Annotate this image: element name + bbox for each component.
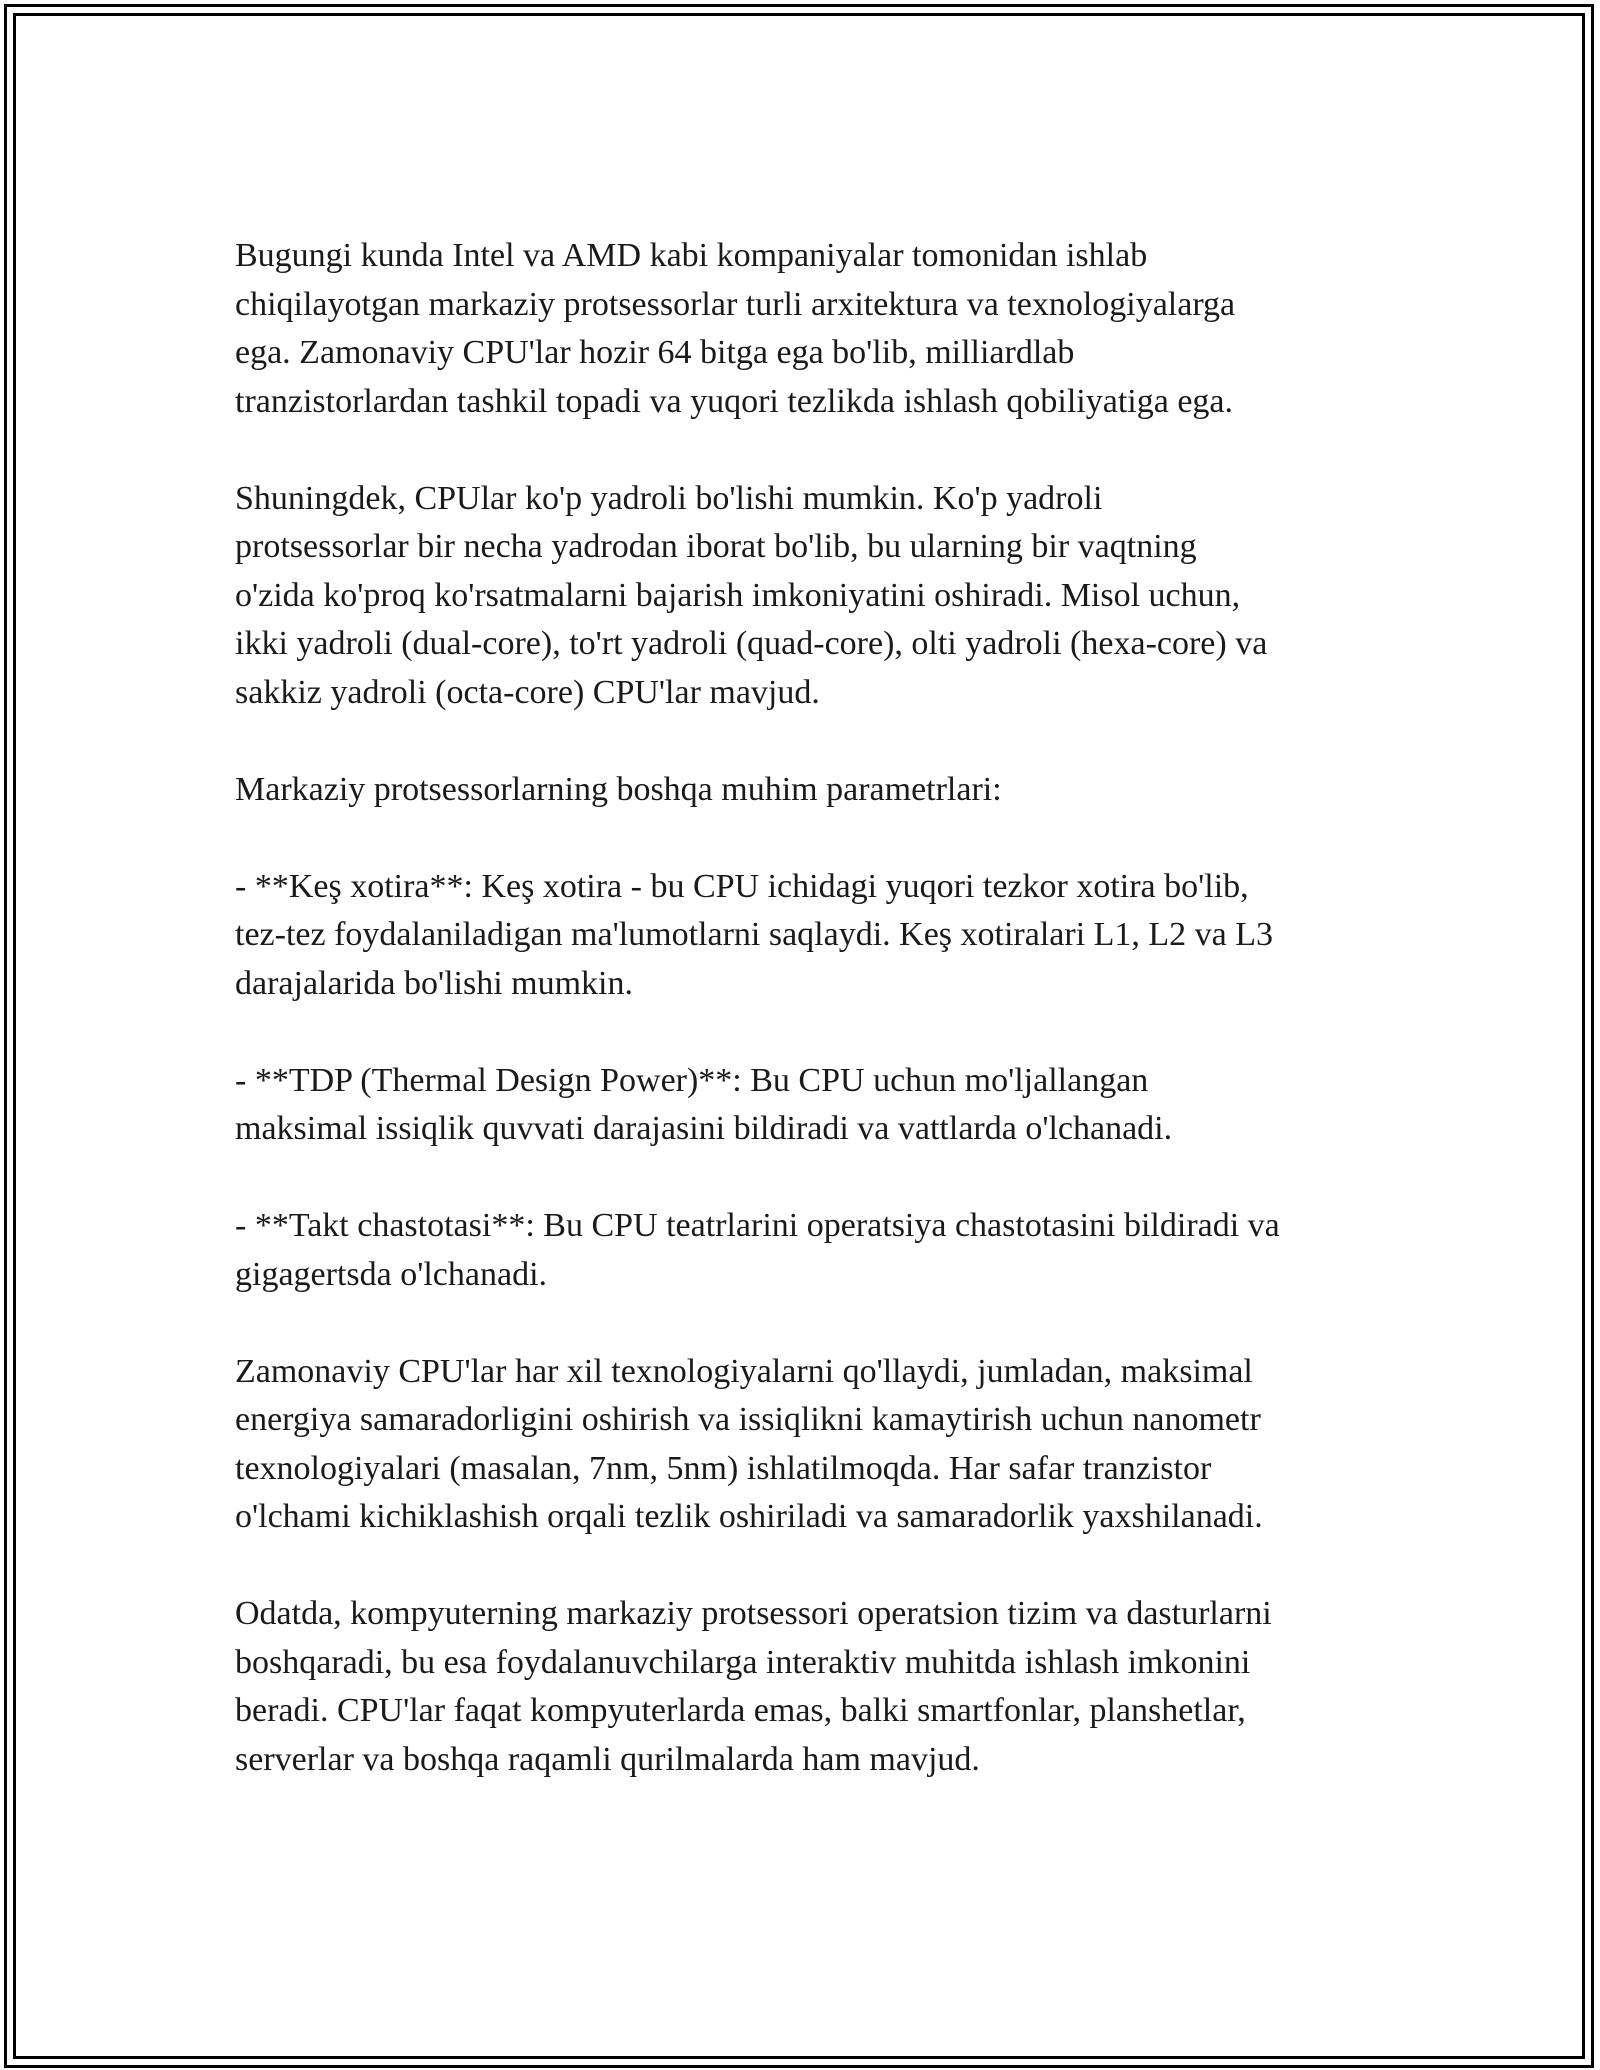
paragraph-conclusion: Odatda, kompyuterning markaziy protsessori operatsion tizim va dasturlarni boshqaradi, bu esa foydalanuvchilarga interaktiv muhitda ishlash imkonini beradi. CPU'lar faqat kompyuterlarda emas, balki smartfonlar, planshetlar, serverlar va boshqa raqamli qurilmalarda ham mavjud. <box>235 1595 1272 1778</box>
paragraph-intro: Bugungi kunda Intel va AMD kabi kompaniyalar tomonidan ishlab chiqilayotgan markaziy protsessorlar turli arxitektura va texnologiyalarga ega. Zamonaviy CPU'lar hozir 64 bitga ega bo'lib, milliardlab tranzistorlardan tashkil topadi va yuqori tezlikda ishlash qobiliyatiga ega. <box>235 237 1236 420</box>
paragraph-parameters-heading: Markaziy protsessorlarning boshqa muhim parametrlari: <box>235 770 1002 808</box>
list-item-cache: - **Keş xotira**: Keş xotira - bu CPU ichidagi yuqori tezkor xotira bo'lib, tez-tez foydalaniladigan ma'lumotlarni saqlaydi. Keş xotiralari L1, L2 va L3 darajalarida bo'lishi mumkin. <box>235 867 1274 1002</box>
paragraph-technologies: Zamonaviy CPU'lar har xil texnologiyalarni qo'llaydi, jumladan, maksimal energiya samaradorligini oshirish va issiqlikni kamaytirish uchun nanometr texnologiyalari (masalan, 7nm, 5nm) ishlatilmoqda. Har safar tranzistor o'lchami kichiklashish orqali tezlik oshiriladi va samaradorlik yaxshilanadi. <box>235 1352 1263 1535</box>
list-item-clock-speed: - **Takt chastotasi**: Bu CPU teatrlarini operatsiya chastotasini bildiradi va gigagertsda o'lchanadi. <box>235 1207 1280 1293</box>
list-item-tdp: - **TDP (Thermal Design Power)**: Bu CPU uchun mo'ljallangan maksimal issiqlik quvvati darajasini bildiradi va vattlarda o'lchanadi. <box>235 1061 1173 1147</box>
paragraph-multicore: Shuningdek, CPUlar ko'p yadroli bo'lishi mumkin. Ko'p yadroli protsessorlar bir necha yadrodan iborat bo'lib, bu ularning bir vaqtning o'zida ko'proq ko'rsatmalarni bajarish imkoniyatini oshiradi. Misol uchun, ikki yadroli (dual-core), to'rt yadroli (quad-core), olti yadroli (hexa-core) va sakkiz yadroli (octa-core) CPU'lar mavjud. <box>235 479 1268 711</box>
document-body <box>235 232 1385 1833</box>
